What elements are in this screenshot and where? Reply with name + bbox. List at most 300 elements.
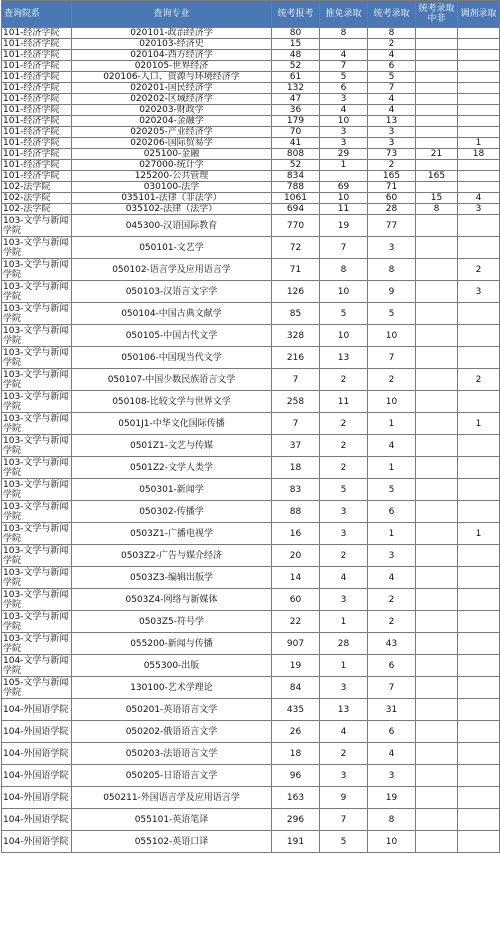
cell-dept: 104-外国语学院 [2, 809, 72, 831]
cell-exempt-admitted: 5 [320, 479, 368, 501]
cell-exam-admitted: 4 [368, 435, 416, 457]
cell-transfer-admitted [458, 83, 500, 94]
cell-dept: 101-经济学院 [2, 138, 72, 149]
cell-exempt-admitted: 2 [320, 413, 368, 435]
cell-exam-admitted: 77 [368, 215, 416, 237]
cell-applicants: 694 [272, 204, 320, 215]
cell-exempt-admitted: 4 [320, 50, 368, 61]
cell-exempt-admitted: 8 [320, 259, 368, 281]
cell-exam-admitted-nonfulltime [416, 413, 458, 435]
cell-exam-admitted-nonfulltime [416, 765, 458, 787]
cell-major: 050203-法语语言文学 [72, 743, 272, 765]
cell-exam-admitted: 5 [368, 479, 416, 501]
cell-transfer-admitted [458, 28, 500, 39]
cell-transfer-admitted [458, 303, 500, 325]
cell-exempt-admitted: 11 [320, 204, 368, 215]
cell-major: 0503Z3-编辑出版学 [72, 567, 272, 589]
cell-exam-admitted-nonfulltime [416, 127, 458, 138]
cell-dept: 103-文学与新闻学院 [2, 457, 72, 479]
cell-dept: 103-文学与新闻学院 [2, 413, 72, 435]
cell-exam-admitted: 10 [368, 831, 416, 853]
cell-exam-admitted-nonfulltime [416, 391, 458, 413]
cell-exam-admitted-nonfulltime [416, 259, 458, 281]
cell-applicants: 18 [272, 743, 320, 765]
cell-major: 050106-中国现当代文学 [72, 347, 272, 369]
table-row [2, 83, 500, 94]
cell-major: 027000-统计学 [72, 160, 272, 171]
cell-major: 020205-产业经济学 [72, 127, 272, 138]
cell-applicants: 80 [272, 28, 320, 39]
cell-major: 050102-语言学及应用语言学 [72, 259, 272, 281]
table-row [2, 545, 500, 567]
cell-dept: 101-经济学院 [2, 28, 72, 39]
cell-exempt-admitted: 13 [320, 347, 368, 369]
cell-exempt-admitted: 7 [320, 61, 368, 72]
cell-applicants: 16 [272, 523, 320, 545]
cell-dept: 103-文学与新闻学院 [2, 347, 72, 369]
cell-exam-admitted-nonfulltime: 21 [416, 149, 458, 160]
cell-dept: 105-文学与新闻学院 [2, 677, 72, 699]
cell-dept: 101-经济学院 [2, 94, 72, 105]
table-row [2, 160, 500, 171]
cell-exempt-admitted: 10 [320, 193, 368, 204]
cell-major: 0501Z2-文学人类学 [72, 457, 272, 479]
cell-exam-admitted-nonfulltime [416, 28, 458, 39]
table-row [2, 215, 500, 237]
table-row [2, 809, 500, 831]
table-row [2, 28, 500, 39]
table-row [2, 325, 500, 347]
cell-transfer-admitted [458, 325, 500, 347]
cell-exempt-admitted: 1 [320, 160, 368, 171]
cell-exam-admitted-nonfulltime [416, 589, 458, 611]
cell-transfer-admitted: 4 [458, 193, 500, 204]
cell-applicants: 258 [272, 391, 320, 413]
cell-transfer-admitted [458, 391, 500, 413]
cell-exam-admitted-nonfulltime [416, 677, 458, 699]
cell-dept: 103-文学与新闻学院 [2, 391, 72, 413]
cell-major: 0503Z2-广告与媒介经济 [72, 545, 272, 567]
cell-exam-admitted-nonfulltime [416, 325, 458, 347]
cell-dept: 104-外国语学院 [2, 721, 72, 743]
cell-dept: 103-文学与新闻学院 [2, 369, 72, 391]
cell-transfer-admitted [458, 116, 500, 127]
cell-transfer-admitted [458, 39, 500, 50]
cell-exempt-admitted: 7 [320, 237, 368, 259]
cell-major: 050101-文艺学 [72, 237, 272, 259]
cell-dept: 104-外国语学院 [2, 787, 72, 809]
cell-exam-admitted-nonfulltime [416, 435, 458, 457]
cell-exam-admitted: 2 [368, 611, 416, 633]
cell-exempt-admitted: 10 [320, 281, 368, 303]
cell-exam-admitted: 2 [368, 369, 416, 391]
cell-exempt-admitted: 29 [320, 149, 368, 160]
cell-applicants: 132 [272, 83, 320, 94]
cell-exempt-admitted: 2 [320, 743, 368, 765]
cell-exam-admitted: 7 [368, 83, 416, 94]
cell-transfer-admitted [458, 787, 500, 809]
cell-applicants: 163 [272, 787, 320, 809]
cell-exam-admitted-nonfulltime [416, 61, 458, 72]
cell-transfer-admitted [458, 182, 500, 193]
cell-exam-admitted-nonfulltime [416, 281, 458, 303]
table-row [2, 259, 500, 281]
cell-major: 050103-汉语言文字学 [72, 281, 272, 303]
cell-exam-admitted-nonfulltime [416, 699, 458, 721]
cell-exam-admitted-nonfulltime [416, 138, 458, 149]
cell-applicants: 788 [272, 182, 320, 193]
cell-exam-admitted: 3 [368, 138, 416, 149]
cell-exam-admitted: 3 [368, 127, 416, 138]
cell-exam-admitted-nonfulltime [416, 94, 458, 105]
table-row [2, 655, 500, 677]
cell-dept: 101-经济学院 [2, 127, 72, 138]
table-row [2, 303, 500, 325]
cell-major: 020106-人口、资源与环境经济学 [72, 72, 272, 83]
cell-exempt-admitted: 3 [320, 501, 368, 523]
cell-applicants: 770 [272, 215, 320, 237]
cell-major: 050104-中国古典文献学 [72, 303, 272, 325]
cell-applicants: 1061 [272, 193, 320, 204]
table-row [2, 105, 500, 116]
cell-major: 020204-金融学 [72, 116, 272, 127]
cell-applicants: 70 [272, 127, 320, 138]
cell-exam-admitted-nonfulltime [416, 105, 458, 116]
cell-major: 0503Z4-网络与新媒体 [72, 589, 272, 611]
cell-major: 0503Z5-符号学 [72, 611, 272, 633]
cell-exam-admitted-nonfulltime [416, 787, 458, 809]
cell-dept: 101-经济学院 [2, 171, 72, 182]
cell-dept: 104-外国语学院 [2, 831, 72, 853]
cell-exam-admitted: 4 [368, 567, 416, 589]
cell-transfer-admitted [458, 94, 500, 105]
cell-exam-admitted-nonfulltime [416, 72, 458, 83]
cell-transfer-admitted: 1 [458, 138, 500, 149]
cell-exam-admitted: 6 [368, 655, 416, 677]
cell-transfer-admitted: 1 [458, 413, 500, 435]
cell-applicants: 191 [272, 831, 320, 853]
cell-exam-admitted-nonfulltime [416, 501, 458, 523]
cell-exam-admitted: 43 [368, 633, 416, 655]
cell-applicants: 85 [272, 303, 320, 325]
cell-exam-admitted: 2 [368, 160, 416, 171]
cell-exempt-admitted: 3 [320, 523, 368, 545]
table-row [2, 182, 500, 193]
cell-transfer-admitted [458, 435, 500, 457]
cell-exempt-admitted [320, 171, 368, 182]
cell-applicants: 52 [272, 160, 320, 171]
cell-major: 035101-法律（非法学） [72, 193, 272, 204]
cell-exempt-admitted: 4 [320, 105, 368, 116]
cell-exam-admitted-nonfulltime [416, 369, 458, 391]
cell-exam-admitted: 4 [368, 743, 416, 765]
cell-applicants: 435 [272, 699, 320, 721]
cell-dept: 103-文学与新闻学院 [2, 479, 72, 501]
cell-exam-admitted: 73 [368, 149, 416, 160]
cell-transfer-admitted [458, 501, 500, 523]
cell-exempt-admitted: 11 [320, 391, 368, 413]
cell-transfer-admitted [458, 655, 500, 677]
cell-dept: 103-文学与新闻学院 [2, 325, 72, 347]
cell-exam-admitted: 19 [368, 787, 416, 809]
cell-major: 055300-出版 [72, 655, 272, 677]
cell-transfer-admitted [458, 633, 500, 655]
cell-major: 020201-国民经济学 [72, 83, 272, 94]
cell-exam-admitted: 3 [368, 237, 416, 259]
cell-major: 0501J1-中华文化国际传播 [72, 413, 272, 435]
cell-dept: 103-文学与新闻学院 [2, 611, 72, 633]
cell-dept: 104-文学与新闻学院 [2, 655, 72, 677]
cell-applicants: 328 [272, 325, 320, 347]
cell-exam-admitted: 8 [368, 259, 416, 281]
cell-major: 050302-传播学 [72, 501, 272, 523]
cell-exam-admitted: 10 [368, 391, 416, 413]
table-row [2, 116, 500, 127]
cell-major: 055200-新闻与传播 [72, 633, 272, 655]
cell-exam-admitted-nonfulltime: 8 [416, 204, 458, 215]
table-row [2, 721, 500, 743]
cell-major: 050201-英语语言文学 [72, 699, 272, 721]
cell-applicants: 41 [272, 138, 320, 149]
header-exam-admitted: 统考录取 [368, 1, 416, 28]
cell-transfer-admitted: 3 [458, 204, 500, 215]
cell-exempt-admitted: 1 [320, 611, 368, 633]
cell-dept: 102-法学院 [2, 182, 72, 193]
cell-exam-admitted: 3 [368, 765, 416, 787]
cell-dept: 103-文学与新闻学院 [2, 589, 72, 611]
cell-transfer-admitted [458, 160, 500, 171]
cell-dept: 104-外国语学院 [2, 699, 72, 721]
cell-applicants: 179 [272, 116, 320, 127]
cell-applicants: 60 [272, 589, 320, 611]
cell-major: 045300-汉语国际教育 [72, 215, 272, 237]
table-row [2, 633, 500, 655]
cell-exempt-admitted: 3 [320, 589, 368, 611]
cell-exam-admitted: 1 [368, 413, 416, 435]
cell-applicants: 18 [272, 457, 320, 479]
cell-exam-admitted-nonfulltime [416, 457, 458, 479]
cell-exempt-admitted: 3 [320, 765, 368, 787]
cell-exam-admitted: 6 [368, 501, 416, 523]
cell-exempt-admitted: 8 [320, 28, 368, 39]
cell-exam-admitted: 165 [368, 171, 416, 182]
cell-exam-admitted: 8 [368, 28, 416, 39]
cell-major: 125200-公共管理 [72, 171, 272, 182]
table-row [2, 787, 500, 809]
cell-transfer-admitted: 18 [458, 149, 500, 160]
cell-transfer-admitted: 3 [458, 281, 500, 303]
cell-major: 025100-金融 [72, 149, 272, 160]
cell-exam-admitted-nonfulltime: 165 [416, 171, 458, 182]
cell-dept: 103-文学与新闻学院 [2, 215, 72, 237]
cell-transfer-admitted [458, 589, 500, 611]
admission-table [1, 0, 500, 853]
cell-major: 050107-中国少数民族语言文学 [72, 369, 272, 391]
cell-applicants: 36 [272, 105, 320, 116]
table-row [2, 193, 500, 204]
cell-applicants: 52 [272, 61, 320, 72]
cell-applicants: 834 [272, 171, 320, 182]
cell-exam-admitted: 6 [368, 61, 416, 72]
cell-transfer-admitted [458, 743, 500, 765]
cell-applicants: 88 [272, 501, 320, 523]
cell-exam-admitted: 2 [368, 39, 416, 50]
cell-exam-admitted-nonfulltime [416, 743, 458, 765]
cell-exam-admitted: 31 [368, 699, 416, 721]
cell-major: 020202-区域经济学 [72, 94, 272, 105]
cell-transfer-admitted [458, 237, 500, 259]
cell-exam-admitted: 4 [368, 50, 416, 61]
table-row [2, 765, 500, 787]
cell-dept: 103-文学与新闻学院 [2, 237, 72, 259]
cell-applicants: 14 [272, 567, 320, 589]
cell-exam-admitted: 3 [368, 545, 416, 567]
cell-exam-admitted: 10 [368, 325, 416, 347]
cell-transfer-admitted [458, 50, 500, 61]
cell-applicants: 19 [272, 655, 320, 677]
header-row [2, 1, 500, 28]
cell-exam-admitted: 28 [368, 204, 416, 215]
cell-exempt-admitted: 4 [320, 721, 368, 743]
cell-applicants: 37 [272, 435, 320, 457]
cell-transfer-admitted: 2 [458, 369, 500, 391]
cell-exempt-admitted: 3 [320, 677, 368, 699]
cell-transfer-admitted [458, 479, 500, 501]
cell-exempt-admitted: 4 [320, 567, 368, 589]
cell-applicants: 296 [272, 809, 320, 831]
cell-exam-admitted-nonfulltime [416, 655, 458, 677]
cell-exam-admitted-nonfulltime [416, 611, 458, 633]
cell-major: 0501Z1-文艺与传媒 [72, 435, 272, 457]
cell-exam-admitted: 1 [368, 457, 416, 479]
cell-applicants: 26 [272, 721, 320, 743]
cell-exempt-admitted: 69 [320, 182, 368, 193]
cell-transfer-admitted [458, 567, 500, 589]
cell-exam-admitted: 5 [368, 303, 416, 325]
table-row [2, 94, 500, 105]
table-row [2, 72, 500, 83]
cell-exempt-admitted: 9 [320, 787, 368, 809]
table-row [2, 457, 500, 479]
table-row [2, 204, 500, 215]
cell-exempt-admitted: 6 [320, 83, 368, 94]
cell-exam-admitted-nonfulltime [416, 545, 458, 567]
cell-major: 050301-新闻学 [72, 479, 272, 501]
header-transfer-admitted: 调剂录取 [458, 1, 500, 28]
cell-transfer-admitted [458, 677, 500, 699]
cell-exempt-admitted: 10 [320, 325, 368, 347]
cell-dept: 103-文学与新闻学院 [2, 435, 72, 457]
cell-exempt-admitted: 19 [320, 215, 368, 237]
cell-applicants: 15 [272, 39, 320, 50]
cell-exam-admitted: 7 [368, 347, 416, 369]
cell-exempt-admitted: 1 [320, 655, 368, 677]
table-row [2, 831, 500, 853]
cell-applicants: 216 [272, 347, 320, 369]
cell-exempt-admitted: 2 [320, 369, 368, 391]
cell-major: 055102-英语口译 [72, 831, 272, 853]
cell-applicants: 83 [272, 479, 320, 501]
cell-transfer-admitted [458, 831, 500, 853]
cell-exempt-admitted: 3 [320, 138, 368, 149]
cell-exam-admitted-nonfulltime [416, 303, 458, 325]
cell-dept: 101-经济学院 [2, 72, 72, 83]
cell-dept: 103-文学与新闻学院 [2, 633, 72, 655]
cell-exam-admitted-nonfulltime [416, 237, 458, 259]
cell-dept: 101-经济学院 [2, 149, 72, 160]
table-row [2, 523, 500, 545]
cell-transfer-admitted [458, 457, 500, 479]
cell-exam-admitted-nonfulltime [416, 831, 458, 853]
cell-exam-admitted-nonfulltime [416, 160, 458, 171]
cell-applicants: 20 [272, 545, 320, 567]
cell-major: 020101-政治经济学 [72, 28, 272, 39]
cell-exempt-admitted: 5 [320, 303, 368, 325]
cell-exempt-admitted: 28 [320, 633, 368, 655]
table-row [2, 677, 500, 699]
header-applicants: 统考报考 [272, 1, 320, 28]
table-row [2, 138, 500, 149]
cell-exam-admitted: 71 [368, 182, 416, 193]
cell-exam-admitted-nonfulltime [416, 347, 458, 369]
table-body [2, 28, 500, 853]
cell-dept: 101-经济学院 [2, 116, 72, 127]
cell-exam-admitted: 5 [368, 72, 416, 83]
cell-major: 050211-外国语言学及应用语言学 [72, 787, 272, 809]
cell-applicants: 84 [272, 677, 320, 699]
cell-dept: 101-经济学院 [2, 50, 72, 61]
table-row [2, 589, 500, 611]
cell-exam-admitted: 6 [368, 721, 416, 743]
cell-exempt-admitted: 2 [320, 457, 368, 479]
cell-major: 050202-俄语语言文学 [72, 721, 272, 743]
table-row [2, 171, 500, 182]
cell-exam-admitted-nonfulltime [416, 523, 458, 545]
cell-transfer-admitted [458, 721, 500, 743]
cell-exam-admitted: 9 [368, 281, 416, 303]
cell-major: 130100-艺术学理论 [72, 677, 272, 699]
cell-dept: 103-文学与新闻学院 [2, 303, 72, 325]
cell-exempt-admitted: 5 [320, 831, 368, 853]
table-row [2, 347, 500, 369]
cell-exam-admitted-nonfulltime [416, 83, 458, 94]
cell-major: 035102-法律（法学） [72, 204, 272, 215]
cell-exam-admitted-nonfulltime [416, 39, 458, 50]
cell-exam-admitted-nonfulltime [416, 633, 458, 655]
header-exam-admitted-nonfulltime: 统考录取中非 [416, 1, 458, 28]
cell-dept: 104-外国语学院 [2, 765, 72, 787]
table-row [2, 611, 500, 633]
table-row [2, 743, 500, 765]
cell-dept: 103-文学与新闻学院 [2, 259, 72, 281]
cell-applicants: 7 [272, 413, 320, 435]
cell-exam-admitted-nonfulltime [416, 116, 458, 127]
cell-dept: 101-经济学院 [2, 61, 72, 72]
cell-transfer-admitted [458, 171, 500, 182]
cell-major: 020203-财政学 [72, 105, 272, 116]
cell-transfer-admitted [458, 765, 500, 787]
cell-applicants: 96 [272, 765, 320, 787]
cell-exam-admitted-nonfulltime [416, 721, 458, 743]
header-exempt-admitted: 推免录取 [320, 1, 368, 28]
table-row [2, 50, 500, 61]
cell-dept: 103-文学与新闻学院 [2, 523, 72, 545]
cell-dept: 102-法学院 [2, 204, 72, 215]
cell-major: 050108-比较文学与世界文学 [72, 391, 272, 413]
table-row [2, 501, 500, 523]
cell-exam-admitted: 1 [368, 523, 416, 545]
cell-applicants: 72 [272, 237, 320, 259]
